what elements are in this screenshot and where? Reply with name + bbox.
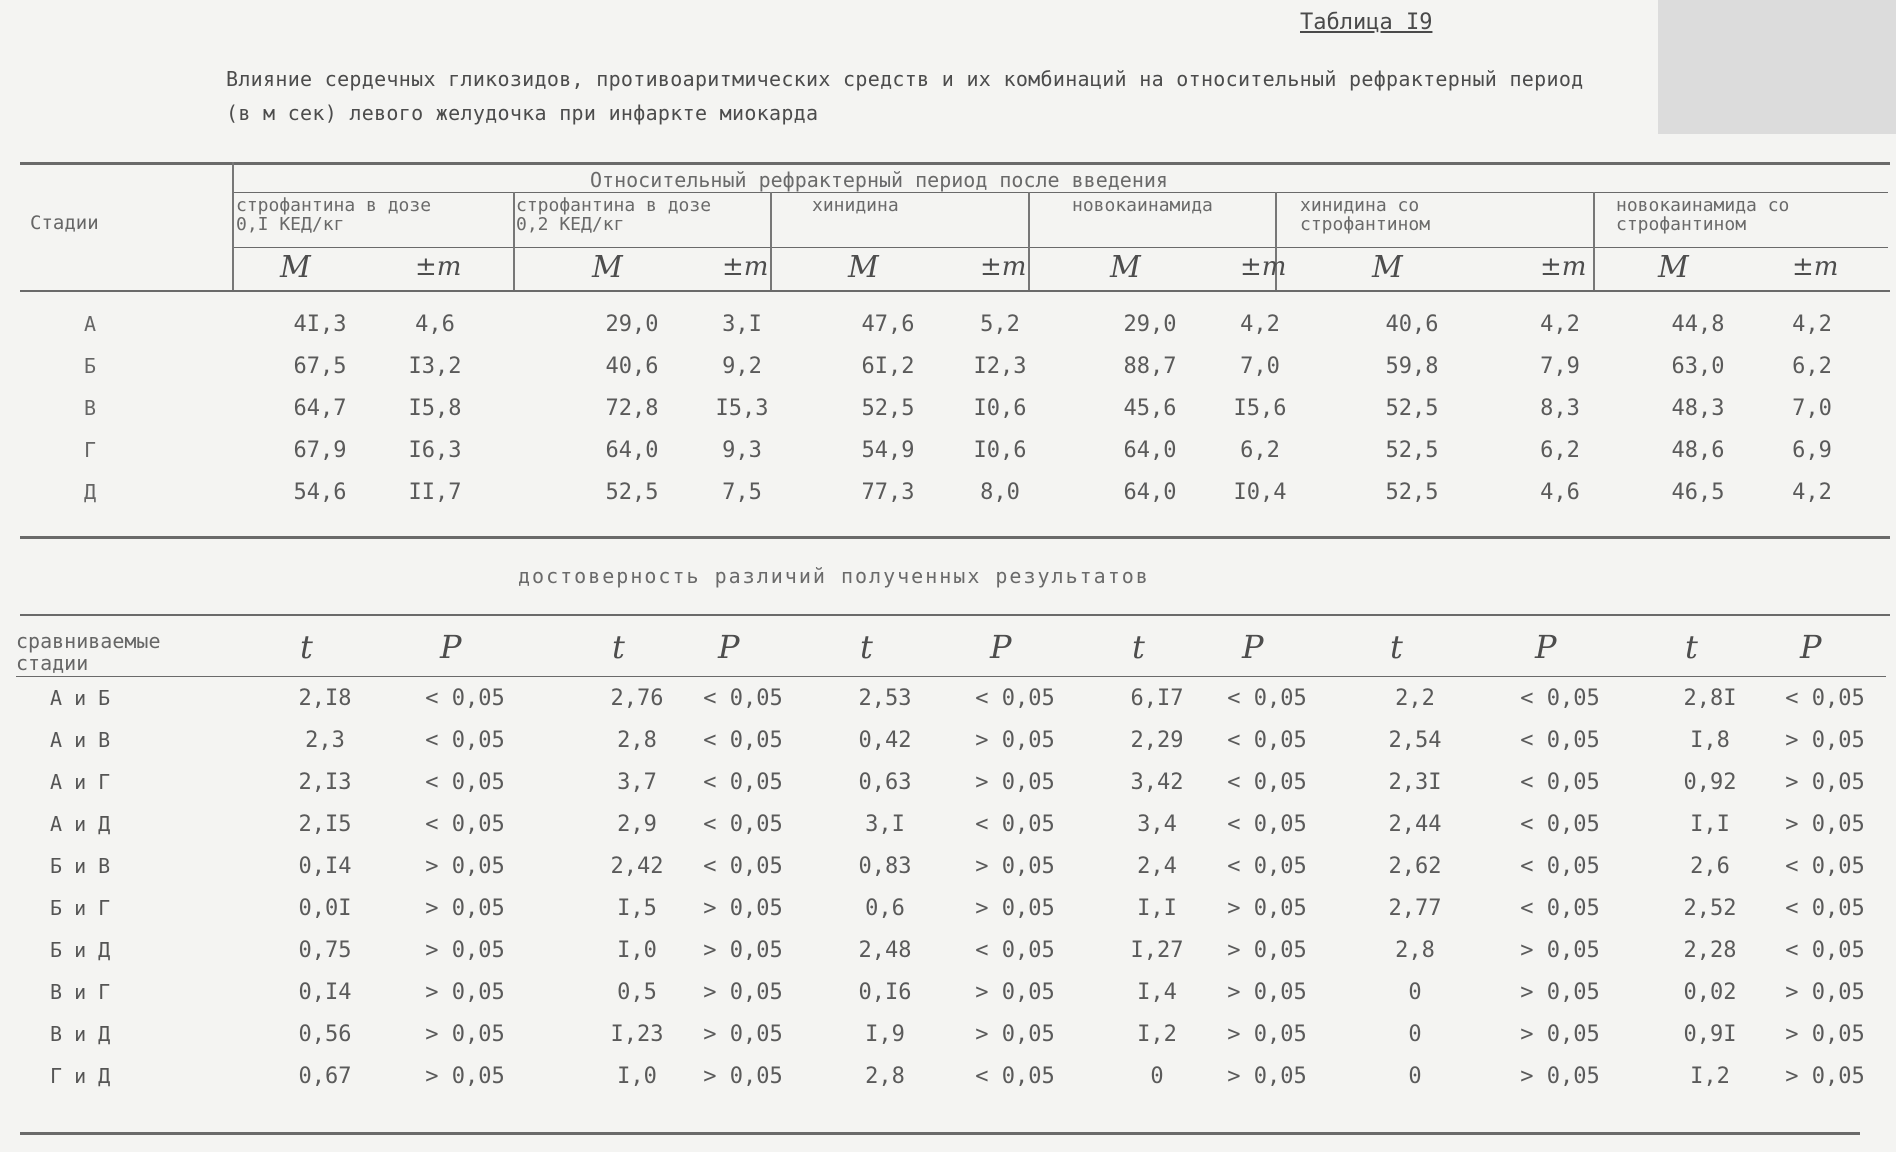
table-cell: I,5 — [617, 896, 657, 921]
table-cell: 4,6 — [1540, 480, 1580, 505]
error-symbol: ±m — [1792, 252, 1839, 282]
stage-label: Г — [83, 438, 97, 462]
table-cell: 2,8 — [617, 728, 657, 753]
table-cell: < 0,05 — [1520, 854, 1600, 879]
table-cell: > 0,05 — [425, 896, 505, 921]
table-cell: 4,6 — [415, 312, 455, 337]
table-cell: > 0,05 — [975, 728, 1055, 753]
table-cell: I2,3 — [973, 354, 1027, 379]
table-cell: 52,5 — [1385, 396, 1439, 421]
table-cell: 54,6 — [293, 480, 347, 505]
table-cell: > 0,05 — [703, 938, 783, 963]
table-cell: > 0,05 — [1520, 1064, 1600, 1089]
table-cell: > 0,05 — [703, 1022, 783, 1047]
table-cell: 7,5 — [722, 480, 762, 505]
table-cell: 47,6 — [861, 312, 915, 337]
table-cell: < 0,05 — [975, 1064, 1055, 1089]
table-cell: > 0,05 — [1785, 1022, 1865, 1047]
table-cell: 45,6 — [1123, 396, 1177, 421]
table-cell: < 0,05 — [703, 854, 783, 879]
table-cell: 48,6 — [1671, 438, 1725, 463]
table-cell: 2,48 — [858, 938, 912, 963]
table-cell: 6,I7 — [1130, 686, 1184, 711]
table-cell: > 0,05 — [975, 1022, 1055, 1047]
t-symbol: t — [612, 628, 625, 666]
table-cell: < 0,05 — [1520, 728, 1600, 753]
table-cell: I5,6 — [1233, 396, 1287, 421]
column-title-line-1: новокаинамида — [1072, 195, 1213, 216]
stage-label: Д — [83, 480, 97, 504]
stage-label: Б — [83, 354, 97, 378]
table-cell: < 0,05 — [1785, 854, 1865, 879]
table-cell: 3,I — [722, 312, 762, 337]
table-cell: II,7 — [408, 480, 462, 505]
column-divider — [232, 162, 234, 290]
table-cell: 0,I4 — [298, 854, 352, 879]
table-cell: < 0,05 — [1520, 686, 1600, 711]
table-cell: 6,2 — [1792, 354, 1832, 379]
table-cell: 6,9 — [1792, 438, 1832, 463]
table-cell: 40,6 — [605, 354, 659, 379]
table-cell: 2,28 — [1683, 938, 1737, 963]
table-cell: < 0,05 — [425, 686, 505, 711]
p-symbol: P — [1242, 628, 1264, 666]
table-cell: 88,7 — [1123, 354, 1177, 379]
table-cell: 2,8 — [1395, 938, 1435, 963]
table-cell: < 0,05 — [975, 686, 1055, 711]
table-cell: 2,I5 — [298, 812, 352, 837]
t-symbol: t — [300, 628, 313, 666]
table-cell: I,I — [1690, 812, 1730, 837]
compare-stage-header — [16, 630, 161, 674]
table-cell: 8,3 — [1540, 396, 1580, 421]
comparison-label: Г и Д — [50, 1064, 111, 1088]
table-cell: 2,6 — [1690, 854, 1730, 879]
table-cell: I3,2 — [408, 354, 462, 379]
table-cell: 7,0 — [1240, 354, 1280, 379]
table-cell: 3,I — [865, 812, 905, 837]
table-cell: < 0,05 — [1227, 686, 1307, 711]
table-cell: 29,0 — [1123, 312, 1177, 337]
table-cell: 0,83 — [858, 854, 912, 879]
table-cell: 6,2 — [1540, 438, 1580, 463]
table-cell: 0,75 — [298, 938, 352, 963]
t-symbol: t — [860, 628, 873, 666]
table-cell: < 0,05 — [1785, 896, 1865, 921]
table-cell: > 0,05 — [1227, 1022, 1307, 1047]
table-cell: 72,8 — [605, 396, 659, 421]
stage-label: А — [83, 312, 97, 336]
table-cell: I,4 — [1137, 980, 1177, 1005]
bottom-rule — [20, 1132, 1860, 1135]
error-symbol: ±m — [1240, 252, 1287, 282]
column-title — [516, 196, 711, 234]
table-cell: < 0,05 — [425, 812, 505, 837]
table-cell: 0,5 — [617, 980, 657, 1005]
comparison-label: А и Б — [50, 686, 111, 710]
column-title — [1616, 196, 1789, 234]
column-title-line-1: хинидина со — [1300, 195, 1420, 216]
table-cell: 2,77 — [1388, 896, 1442, 921]
table-cell: > 0,05 — [975, 770, 1055, 795]
table-cell: 2,52 — [1683, 896, 1737, 921]
table-cell: I0,6 — [973, 438, 1027, 463]
comparison-label: Б и Д — [50, 938, 111, 962]
table-cell: > 0,05 — [1520, 938, 1600, 963]
table-cell: < 0,05 — [975, 938, 1055, 963]
table-cell: < 0,05 — [1520, 812, 1600, 837]
table-cell: > 0,05 — [1785, 770, 1865, 795]
table-cell: I0,4 — [1233, 480, 1287, 505]
mean-symbol: M — [280, 250, 311, 285]
table-cell: 67,5 — [293, 354, 347, 379]
table-cell: I,9 — [865, 1022, 905, 1047]
table-cell: > 0,05 — [1227, 1064, 1307, 1089]
table-cell: < 0,05 — [1785, 938, 1865, 963]
compare-header-line-2: стадии — [16, 651, 89, 675]
table-cell: 59,8 — [1385, 354, 1439, 379]
heading-line-2: (в м сек) левого желудочка при инфаркте миокарда — [226, 101, 819, 125]
error-symbol: ±m — [722, 252, 769, 282]
table-cell: < 0,05 — [703, 728, 783, 753]
table-cell: > 0,05 — [1785, 812, 1865, 837]
table-cell: 0 — [1408, 1064, 1422, 1089]
mean-symbol: M — [1110, 250, 1141, 285]
table-cell: I0,6 — [973, 396, 1027, 421]
table-cell: 0,56 — [298, 1022, 352, 1047]
table-cell: 9,3 — [722, 438, 762, 463]
table-cell: 3,7 — [617, 770, 657, 795]
table-cell: 2,62 — [1388, 854, 1442, 879]
table-cell: 52,5 — [1385, 480, 1439, 505]
comparison-label: А и В — [50, 728, 111, 752]
mean-symbol: M — [1372, 250, 1403, 285]
table-cell: 3,42 — [1130, 770, 1184, 795]
table-cell: < 0,05 — [703, 812, 783, 837]
table-cell: 2,29 — [1130, 728, 1184, 753]
stage-label: В — [83, 396, 97, 420]
table-cell: 2,44 — [1388, 812, 1442, 837]
column-divider — [1593, 192, 1595, 290]
table-cell: > 0,05 — [703, 1064, 783, 1089]
table-cell: < 0,05 — [425, 728, 505, 753]
table-cell: > 0,05 — [425, 1064, 505, 1089]
table-cell: > 0,05 — [425, 854, 505, 879]
table-cell: < 0,05 — [703, 770, 783, 795]
error-symbol: ±m — [415, 252, 462, 282]
table-cell: > 0,05 — [1785, 1064, 1865, 1089]
table-cell: 0,92 — [1683, 770, 1737, 795]
header-bottom-rule — [20, 290, 1890, 292]
table-cell: 52,5 — [605, 480, 659, 505]
table-cell: > 0,05 — [1785, 980, 1865, 1005]
table-cell: 67,9 — [293, 438, 347, 463]
section-rule — [20, 536, 1890, 539]
table-cell: 2,4 — [1137, 854, 1177, 879]
table-cell: I,2 — [1690, 1064, 1730, 1089]
table-cell: 52,5 — [861, 396, 915, 421]
table-cell: 0,I4 — [298, 980, 352, 1005]
table-cell: 52,5 — [1385, 438, 1439, 463]
table-cell: 2,42 — [610, 854, 664, 879]
column-title-line-1: хинидина — [812, 195, 899, 216]
comparison-label: В и Д — [50, 1022, 111, 1046]
p-symbol: P — [1800, 628, 1822, 666]
table-cell: 0,I6 — [858, 980, 912, 1005]
table-cell: I,2 — [1137, 1022, 1177, 1047]
table-cell: 64,0 — [1123, 480, 1177, 505]
table-cell: > 0,05 — [703, 896, 783, 921]
table-cell: I5,8 — [408, 396, 462, 421]
table-cell: 48,3 — [1671, 396, 1725, 421]
table-cell: < 0,05 — [703, 686, 783, 711]
table-cell: 0 — [1150, 1064, 1164, 1089]
stage-column-header: Стадии — [30, 212, 99, 234]
comparison-label: Б и В — [50, 854, 111, 878]
table-cell: 3,4 — [1137, 812, 1177, 837]
p-symbol: P — [1535, 628, 1557, 666]
table-cell: > 0,05 — [1520, 980, 1600, 1005]
table-heading — [226, 62, 1646, 130]
table-cell: 2,76 — [610, 686, 664, 711]
table-cell: 9,2 — [722, 354, 762, 379]
table-cell: 4,2 — [1240, 312, 1280, 337]
comparison-label: Б и Г — [50, 896, 111, 920]
table-cell: 2,3I — [1388, 770, 1442, 795]
t-symbol: t — [1132, 628, 1145, 666]
table-cell: > 0,05 — [975, 854, 1055, 879]
table-cell: 44,8 — [1671, 312, 1725, 337]
table-cell: 0,42 — [858, 728, 912, 753]
table-cell: 40,6 — [1385, 312, 1439, 337]
column-title — [236, 196, 431, 234]
table-cell: 7,9 — [1540, 354, 1580, 379]
table-cell: 29,0 — [605, 312, 659, 337]
table-cell: 2,53 — [858, 686, 912, 711]
table-cell: 2,8I — [1683, 686, 1737, 711]
table-cell: < 0,05 — [975, 812, 1055, 837]
table-cell: I5,3 — [715, 396, 769, 421]
table-cell: > 0,05 — [1227, 938, 1307, 963]
table-cell: 8,0 — [980, 480, 1020, 505]
table-cell: > 0,05 — [425, 980, 505, 1005]
t-symbol: t — [1685, 628, 1698, 666]
table-cell: 46,5 — [1671, 480, 1725, 505]
table-cell: < 0,05 — [1227, 770, 1307, 795]
table-cell: < 0,05 — [1227, 728, 1307, 753]
table-cell: 4,2 — [1540, 312, 1580, 337]
table-cell: 2,8 — [865, 1064, 905, 1089]
compare-top-rule — [20, 614, 1890, 616]
subheader-rule — [232, 247, 1888, 248]
table-cell: I6,3 — [408, 438, 462, 463]
column-title — [1072, 196, 1213, 215]
table-cell: 0,6 — [865, 896, 905, 921]
table-cell: 0,67 — [298, 1064, 352, 1089]
error-symbol: ±m — [980, 252, 1027, 282]
table-cell: 0,02 — [1683, 980, 1737, 1005]
group-rule — [232, 192, 1888, 193]
column-divider — [513, 192, 515, 290]
comparison-label: А и Д — [50, 812, 111, 836]
table-cell: 2,3 — [305, 728, 345, 753]
table-cell: 64,0 — [605, 438, 659, 463]
table-cell: > 0,05 — [1227, 980, 1307, 1005]
mean-symbol: M — [592, 250, 623, 285]
t-symbol: t — [1390, 628, 1403, 666]
comparison-label: В и Г — [50, 980, 111, 1004]
table-cell: > 0,05 — [425, 938, 505, 963]
table-cell: 6I,2 — [861, 354, 915, 379]
table-cell: I,0 — [617, 938, 657, 963]
significance-title: достоверность различий полученных результатов — [518, 564, 1150, 588]
table-cell: 64,7 — [293, 396, 347, 421]
column-title-line-1: строфантина в дозе — [236, 195, 432, 216]
table-cell: 4,2 — [1792, 480, 1832, 505]
table-cell: 63,0 — [1671, 354, 1725, 379]
mean-symbol: M — [1658, 250, 1689, 285]
p-symbol: P — [990, 628, 1012, 666]
table-cell: I,I — [1137, 896, 1177, 921]
table-cell: < 0,05 — [1227, 854, 1307, 879]
heading-line-1: Влияние сердечных гликозидов, противоаритмических средств и их комбинаций на относительный рефрактерный период — [226, 67, 1584, 91]
table-cell: 6,2 — [1240, 438, 1280, 463]
table-cell: < 0,05 — [1785, 686, 1865, 711]
column-title — [1300, 196, 1430, 234]
column-divider — [770, 192, 772, 290]
compare-header-line-1: сравниваемые — [16, 629, 161, 653]
scan-shadow — [1658, 0, 1896, 134]
table-cell: 2,I3 — [298, 770, 352, 795]
table-cell: 5,2 — [980, 312, 1020, 337]
column-title-line-1: строфантина в дозе — [516, 195, 712, 216]
top-rule — [20, 162, 1890, 165]
column-title — [812, 196, 899, 215]
comparison-label: А и Г — [50, 770, 111, 794]
compare-header-rule — [16, 676, 1886, 677]
mean-symbol: M — [848, 250, 879, 285]
table-cell: I,27 — [1130, 938, 1184, 963]
table-cell: 2,2 — [1395, 686, 1435, 711]
table-cell: 4,2 — [1792, 312, 1832, 337]
table-cell: I,23 — [610, 1022, 664, 1047]
table-cell: 77,3 — [861, 480, 915, 505]
table-cell: 54,9 — [861, 438, 915, 463]
column-title-line-2: строфантином — [1616, 214, 1747, 235]
table-cell: > 0,05 — [425, 1022, 505, 1047]
table-number: Таблица I9 — [1300, 10, 1433, 35]
column-divider — [1028, 192, 1030, 290]
p-symbol: P — [440, 628, 462, 666]
table-cell: > 0,05 — [1520, 1022, 1600, 1047]
table-cell: 0 — [1408, 980, 1422, 1005]
table-cell: I,0 — [617, 1064, 657, 1089]
table-cell: < 0,05 — [1520, 896, 1600, 921]
table-cell: < 0,05 — [425, 770, 505, 795]
column-title-line-2: строфантином — [1300, 214, 1431, 235]
table-cell: < 0,05 — [1520, 770, 1600, 795]
table-cell: 0,63 — [858, 770, 912, 795]
group-title: Относительный рефрактерный период после введения — [590, 168, 1168, 192]
table-cell: 2,54 — [1388, 728, 1442, 753]
p-symbol: P — [718, 628, 740, 666]
table-cell: 2,9 — [617, 812, 657, 837]
table-cell: 2,I8 — [298, 686, 352, 711]
table-cell: > 0,05 — [1785, 728, 1865, 753]
table-cell: I,8 — [1690, 728, 1730, 753]
table-cell: > 0,05 — [975, 980, 1055, 1005]
table-cell: 0,9I — [1683, 1022, 1737, 1047]
table-cell: > 0,05 — [703, 980, 783, 1005]
table-cell: 0,0I — [298, 896, 352, 921]
column-title-line-1: новокаинамида со — [1616, 195, 1790, 216]
table-cell: 64,0 — [1123, 438, 1177, 463]
table-cell: 0 — [1408, 1022, 1422, 1047]
table-cell: > 0,05 — [1227, 896, 1307, 921]
column-title-line-2: 0,I КЕД/кг — [236, 214, 345, 235]
error-symbol: ±m — [1540, 252, 1587, 282]
table-cell: 4I,3 — [293, 312, 347, 337]
table-cell: < 0,05 — [1227, 812, 1307, 837]
table-cell: > 0,05 — [975, 896, 1055, 921]
column-title-line-2: 0,2 КЕД/кг — [516, 214, 625, 235]
table-cell: 7,0 — [1792, 396, 1832, 421]
